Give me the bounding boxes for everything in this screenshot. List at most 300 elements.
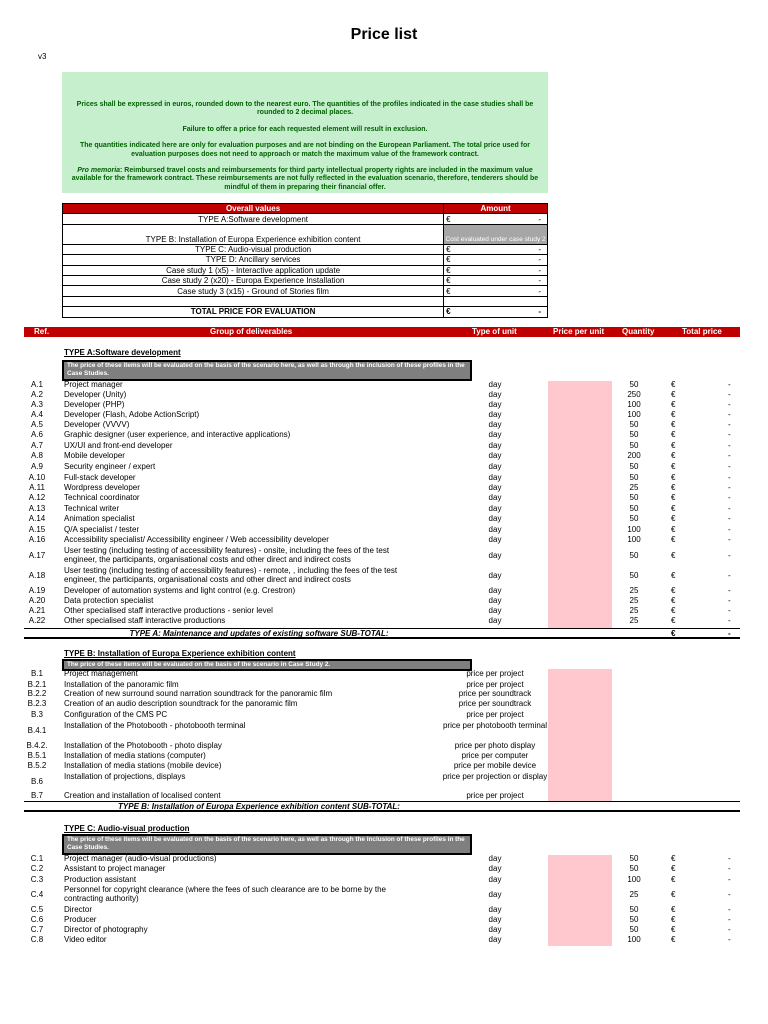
col-ref: Ref. bbox=[34, 327, 50, 336]
section-c-note: The price of these items will be evaluated on the basis of the scenario here, as well as through the inclusion of these profiles in the Case Studies. bbox=[62, 834, 472, 855]
row-unit: price per projection or display bbox=[442, 772, 548, 781]
row-ref: A.1 bbox=[30, 380, 43, 389]
row-unit: day bbox=[488, 535, 502, 544]
overall-values-table bbox=[62, 203, 548, 318]
row-quantity: 100 bbox=[627, 935, 641, 944]
table-row bbox=[0, 410, 768, 420]
row-unit: day bbox=[488, 935, 502, 944]
currency-symbol: € bbox=[671, 854, 676, 863]
row-quantity: 50 bbox=[629, 925, 639, 934]
row-description: Installation of media stations (mobile device) bbox=[64, 761, 222, 770]
row-ref: A.17 bbox=[28, 550, 46, 560]
row-unit: day bbox=[488, 596, 502, 605]
row-description: Q/A specialist / tester bbox=[64, 525, 140, 534]
row-quantity: 50 bbox=[629, 420, 639, 429]
row-total: - bbox=[728, 915, 731, 924]
table-row bbox=[0, 473, 768, 483]
table-row bbox=[0, 400, 768, 410]
row-quantity: 50 bbox=[629, 380, 639, 389]
row-unit: day bbox=[488, 430, 502, 439]
row-description: Installation of media stations (computer) bbox=[64, 751, 206, 760]
row-unit: day bbox=[488, 462, 502, 471]
table-row bbox=[0, 791, 768, 801]
row-quantity: 25 bbox=[629, 889, 639, 899]
notice-quantities: The quantities indicated here are only for evaluation purposes and are not binding on the European Parliament. The total price used for evaluation purposes does not need to approach or match the maximum value of the framework contract. bbox=[79, 142, 531, 158]
overview-header-amount: Amount bbox=[444, 204, 548, 214]
deliverables-header bbox=[24, 327, 740, 337]
table-row bbox=[0, 390, 768, 400]
row-unit: day bbox=[488, 905, 502, 914]
row-description: Installation of the Photobooth - photo display bbox=[64, 741, 222, 750]
overview-label bbox=[63, 296, 444, 306]
subtotal-label: TYPE B: Installation of Europa Experience exhibition content SUB-TOTAL: bbox=[118, 802, 400, 811]
row-ref: B.2.2 bbox=[27, 689, 47, 698]
row-unit: day bbox=[488, 504, 502, 513]
row-unit: price per project bbox=[466, 791, 524, 800]
row-description: Assistant to project manager bbox=[64, 864, 166, 873]
instructions-box bbox=[62, 72, 548, 193]
overview-label: Case study 2 (x20) - Europa Experience Installation bbox=[63, 275, 444, 285]
currency-symbol: € bbox=[446, 286, 451, 296]
currency-symbol: € bbox=[671, 889, 676, 899]
table-row bbox=[0, 854, 768, 864]
table-row bbox=[0, 875, 768, 885]
subtotal-label: TYPE A: Maintenance and updates of existing software SUB-TOTAL: bbox=[129, 629, 389, 638]
row-total: - bbox=[728, 875, 731, 884]
table-row bbox=[0, 430, 768, 440]
row-ref: A.21 bbox=[28, 606, 46, 615]
table-row bbox=[0, 535, 768, 545]
row-description: Creation and installation of localised content bbox=[64, 791, 221, 800]
currency-symbol: € bbox=[671, 570, 676, 580]
currency-symbol: € bbox=[671, 504, 676, 513]
row-quantity: 50 bbox=[629, 430, 639, 439]
table-row bbox=[0, 566, 768, 585]
overview-row bbox=[63, 275, 548, 285]
row-quantity: 25 bbox=[629, 616, 639, 625]
row-unit: day bbox=[488, 550, 502, 560]
table-row bbox=[0, 741, 768, 751]
currency-symbol: € bbox=[671, 441, 676, 450]
row-unit: day bbox=[488, 473, 502, 482]
currency-symbol: € bbox=[671, 925, 676, 934]
row-description: Developer (PHP) bbox=[64, 400, 125, 409]
row-ref: B.5.2 bbox=[27, 761, 47, 770]
table-row bbox=[0, 710, 768, 720]
row-description: Personnel for copyright clearance (where the fees of such clearance are to be borne by the contracting authority) bbox=[64, 885, 386, 903]
row-quantity: 100 bbox=[627, 410, 641, 419]
row-ref: A.15 bbox=[28, 525, 46, 534]
row-unit: price per computer bbox=[461, 751, 529, 760]
row-ref: B.4.1 bbox=[27, 726, 47, 735]
row-total: - bbox=[728, 596, 731, 605]
row-total: - bbox=[728, 570, 731, 580]
row-unit: price per project bbox=[466, 669, 524, 678]
currency-symbol: € bbox=[671, 380, 676, 389]
amount-value: - bbox=[538, 214, 541, 224]
currency-symbol: € bbox=[446, 276, 451, 286]
row-quantity: 50 bbox=[629, 550, 639, 560]
amount-value: - bbox=[538, 255, 541, 265]
row-description: Installation of projections, displays bbox=[64, 772, 186, 781]
currency-symbol: € bbox=[671, 451, 676, 460]
notice-rounding: Prices shall be expressed in euros, rounded down to the nearest euro. The quantities of the profiles indicated in the case studies shall be rounded to 2 decimal places. bbox=[76, 101, 534, 117]
row-description: Project manager bbox=[64, 380, 123, 389]
row-ref: A.14 bbox=[28, 514, 46, 523]
row-total: - bbox=[728, 410, 731, 419]
currency-symbol: € bbox=[671, 514, 676, 523]
row-quantity: 50 bbox=[629, 462, 639, 471]
section-b-title: TYPE B: Installation of Europa Experience exhibition content bbox=[64, 649, 296, 658]
table-row bbox=[0, 761, 768, 771]
row-ref: C.3 bbox=[30, 875, 44, 884]
row-description: Project management bbox=[64, 669, 138, 678]
row-total: - bbox=[728, 905, 731, 914]
row-ref: A.2 bbox=[30, 390, 43, 399]
row-quantity: 50 bbox=[629, 864, 639, 873]
row-description: Accessibility specialist/ Accessibility engineer / Web accessibility developer bbox=[64, 535, 329, 544]
row-total: - bbox=[728, 462, 731, 471]
table-row bbox=[0, 606, 768, 616]
row-ref: B.3 bbox=[30, 710, 43, 719]
table-row bbox=[0, 462, 768, 472]
row-description: Developer of automation systems and light control (e.g. Crestron) bbox=[64, 586, 296, 595]
currency-symbol: € bbox=[671, 606, 676, 615]
col-total: Total price bbox=[682, 327, 722, 336]
row-description: User testing (including testing of accessibility features) - remote, , including the fees of the test engineer, the participants, organisational costs and other direct and indirect costs bbox=[64, 566, 398, 584]
table-row bbox=[0, 864, 768, 874]
row-ref: C.2 bbox=[30, 864, 44, 873]
row-unit: day bbox=[488, 586, 502, 595]
row-total: - bbox=[728, 606, 731, 615]
row-unit: price per project bbox=[466, 680, 524, 689]
currency-symbol: € bbox=[671, 875, 676, 884]
row-ref: A.6 bbox=[30, 430, 43, 439]
row-ref: C.4 bbox=[30, 889, 44, 899]
row-total: - bbox=[728, 514, 731, 523]
row-description: Configuration of the CMS PC bbox=[64, 710, 168, 719]
table-row bbox=[0, 689, 768, 699]
currency-symbol: € bbox=[446, 244, 451, 254]
row-unit: price per mobile device bbox=[453, 761, 537, 770]
row-total: - bbox=[728, 586, 731, 595]
row-quantity: 50 bbox=[629, 915, 639, 924]
row-quantity: 250 bbox=[627, 390, 641, 399]
row-total: - bbox=[728, 504, 731, 513]
row-unit: day bbox=[488, 889, 502, 899]
currency-symbol: € bbox=[671, 420, 676, 429]
table-row bbox=[0, 525, 768, 535]
row-description: Production assistant bbox=[64, 875, 137, 884]
overview-label: Case study 3 (x15) - Ground of Stories film bbox=[63, 286, 444, 296]
notice-pro-memoria bbox=[66, 167, 544, 192]
table-row bbox=[0, 451, 768, 461]
row-ref: A.9 bbox=[30, 462, 43, 471]
overview-row bbox=[63, 244, 548, 254]
row-description: Director of photography bbox=[64, 925, 148, 934]
currency-symbol: € bbox=[671, 629, 676, 638]
amount-value: - bbox=[538, 276, 541, 286]
currency-symbol: € bbox=[671, 525, 676, 534]
row-description: Installation of the Photobooth - photobooth terminal bbox=[64, 721, 246, 730]
currency-symbol: € bbox=[671, 586, 676, 595]
row-description: Video editor bbox=[64, 935, 107, 944]
row-quantity: 100 bbox=[627, 535, 641, 544]
overview-header-label: Overall values bbox=[63, 204, 444, 214]
pro-memoria-label: Pro memoria bbox=[77, 167, 121, 175]
row-total: - bbox=[728, 430, 731, 439]
row-ref: A.7 bbox=[30, 441, 43, 450]
row-ref: A.13 bbox=[28, 504, 46, 513]
row-ref: A.4 bbox=[30, 410, 43, 419]
overview-row bbox=[63, 255, 548, 265]
currency-symbol: € bbox=[671, 550, 676, 560]
row-unit: day bbox=[488, 400, 502, 409]
currency-symbol: € bbox=[671, 915, 676, 924]
row-description: Creation of new surround sound narration soundtrack for the panoramic film bbox=[64, 689, 333, 698]
row-ref: C.1 bbox=[30, 854, 44, 863]
row-unit: day bbox=[488, 410, 502, 419]
table-row bbox=[0, 504, 768, 514]
row-unit: price per soundtrack bbox=[458, 689, 532, 698]
row-ref: A.8 bbox=[30, 451, 43, 460]
row-unit: day bbox=[488, 493, 502, 502]
row-total: - bbox=[728, 493, 731, 502]
row-ref: A.5 bbox=[30, 420, 43, 429]
row-total: - bbox=[728, 854, 731, 863]
subtotal-value: - bbox=[728, 629, 731, 638]
row-unit: day bbox=[488, 514, 502, 523]
table-row bbox=[0, 925, 768, 935]
row-quantity: 50 bbox=[629, 441, 639, 450]
row-quantity: 100 bbox=[627, 525, 641, 534]
table-row bbox=[0, 586, 768, 596]
case-study-note: Cost evaluated under case study 2 bbox=[444, 224, 548, 244]
overview-row bbox=[63, 286, 548, 296]
table-row bbox=[0, 420, 768, 430]
row-description: Installation of the panoramic film bbox=[64, 680, 179, 689]
currency-symbol: € bbox=[671, 905, 676, 914]
row-total: - bbox=[728, 935, 731, 944]
row-description: Data protection specialist bbox=[64, 596, 154, 605]
row-quantity: 100 bbox=[627, 875, 641, 884]
row-total: - bbox=[728, 420, 731, 429]
overview-header bbox=[63, 204, 548, 214]
row-description: User testing (including testing of accessibility features) - onsite, including the fees of the test engineer, the participants, organisational costs and other direct and indirect costs bbox=[64, 546, 390, 564]
total-label: TOTAL PRICE FOR EVALUATION bbox=[63, 307, 444, 317]
section-b-note: The price of these items will be evaluated on the basis of the scenario in Case Study 2. bbox=[62, 659, 472, 671]
row-total: - bbox=[728, 550, 731, 560]
table-row bbox=[0, 935, 768, 945]
row-unit: day bbox=[488, 380, 502, 389]
currency-symbol: € bbox=[446, 307, 451, 317]
row-ref: C.5 bbox=[30, 905, 44, 914]
currency-symbol: € bbox=[671, 493, 676, 502]
row-ref: A.12 bbox=[28, 493, 46, 502]
col-price: Price per unit bbox=[553, 327, 605, 336]
row-total: - bbox=[728, 451, 731, 460]
table-row bbox=[0, 596, 768, 606]
currency-symbol: € bbox=[671, 935, 676, 944]
row-ref: A.19 bbox=[28, 586, 46, 595]
row-unit: day bbox=[488, 441, 502, 450]
row-ref: A.10 bbox=[28, 473, 46, 482]
overview-total-row bbox=[63, 307, 548, 317]
row-ref: B.2.3 bbox=[27, 699, 47, 708]
row-ref: C.7 bbox=[30, 925, 44, 934]
currency-symbol: € bbox=[671, 400, 676, 409]
overview-label: TYPE A:Software development bbox=[63, 214, 444, 224]
currency-symbol: € bbox=[671, 616, 676, 625]
row-total: - bbox=[728, 616, 731, 625]
table-row bbox=[0, 380, 768, 390]
table-row bbox=[0, 915, 768, 925]
row-total: - bbox=[728, 390, 731, 399]
row-description: Mobile developer bbox=[64, 451, 125, 460]
row-unit: price per soundtrack bbox=[458, 699, 532, 708]
row-ref: A.20 bbox=[28, 596, 46, 605]
row-description: Developer (VVVV) bbox=[64, 420, 130, 429]
row-description: Project manager (audio-visual productions) bbox=[64, 854, 217, 863]
currency-symbol: € bbox=[671, 390, 676, 399]
currency-symbol: € bbox=[671, 483, 676, 492]
row-unit: day bbox=[488, 570, 502, 580]
table-row bbox=[0, 483, 768, 493]
row-description: Other specialised staff interactive productions bbox=[64, 616, 226, 625]
row-description: Technical coordinator bbox=[64, 493, 140, 502]
table-row bbox=[0, 493, 768, 503]
section-b-subtotal bbox=[24, 801, 740, 812]
row-unit: price per photobooth terminal bbox=[442, 721, 548, 730]
row-description: Producer bbox=[64, 915, 97, 924]
currency-symbol: € bbox=[671, 410, 676, 419]
row-ref: B.6 bbox=[30, 777, 43, 786]
row-total: - bbox=[728, 400, 731, 409]
overview-label: Case study 1 (x5) - Interactive application update bbox=[63, 265, 444, 275]
amount-value: - bbox=[538, 286, 541, 296]
row-description: Developer (Flash, Adobe ActionScript) bbox=[64, 410, 200, 419]
currency-symbol: € bbox=[671, 430, 676, 439]
row-ref: B.4.2. bbox=[26, 741, 48, 750]
row-quantity: 50 bbox=[629, 570, 639, 580]
row-total: - bbox=[728, 535, 731, 544]
row-description: Director bbox=[64, 905, 93, 914]
currency-symbol: € bbox=[446, 214, 451, 224]
row-description: Creation of an audio description soundtrack for the panoramic film bbox=[64, 699, 298, 708]
row-quantity: 25 bbox=[629, 596, 639, 605]
row-unit: day bbox=[488, 451, 502, 460]
total-value: - bbox=[538, 307, 541, 317]
row-unit: day bbox=[488, 854, 502, 863]
overview-label: TYPE D: Ancillary services bbox=[63, 255, 444, 265]
row-total: - bbox=[728, 525, 731, 534]
row-description: Developer (Unity) bbox=[64, 390, 127, 399]
row-ref: B.2.1 bbox=[27, 680, 47, 689]
row-ref: A.3 bbox=[30, 400, 43, 409]
row-quantity: 25 bbox=[629, 586, 639, 595]
overview-row bbox=[63, 214, 548, 224]
row-unit: day bbox=[488, 483, 502, 492]
row-unit: day bbox=[488, 525, 502, 534]
version-label: v3 bbox=[38, 52, 47, 61]
overview-label: TYPE B: Installation of Europa Experience exhibition content bbox=[63, 224, 444, 244]
row-total: - bbox=[728, 483, 731, 492]
row-unit: day bbox=[488, 606, 502, 615]
row-unit: day bbox=[488, 925, 502, 934]
currency-symbol: € bbox=[671, 864, 676, 873]
row-ref: B.1 bbox=[30, 669, 43, 678]
row-ref: C.8 bbox=[30, 935, 44, 944]
row-total: - bbox=[728, 925, 731, 934]
table-row bbox=[0, 699, 768, 709]
pro-memoria-text: : Reimbursed travel costs and reimbursements for third party intellectual property rights are included in the maximum value available for the framework contract. These reimbursements are not fully reflected in the evaluation scenario, therefore, tenderers should be mindful of them in preparing their financial offer. bbox=[71, 167, 539, 191]
row-description: Technical writer bbox=[64, 504, 120, 513]
row-quantity: 25 bbox=[629, 606, 639, 615]
row-total: - bbox=[728, 889, 731, 899]
row-description: UX/UI and front-end developer bbox=[64, 441, 173, 450]
row-quantity: 50 bbox=[629, 504, 639, 513]
row-description: Wordpress developer bbox=[64, 483, 140, 492]
table-row bbox=[0, 514, 768, 524]
overview-row bbox=[63, 224, 548, 244]
row-ref: C.6 bbox=[30, 915, 44, 924]
table-row bbox=[0, 772, 768, 792]
table-row bbox=[0, 905, 768, 915]
row-quantity: 50 bbox=[629, 473, 639, 482]
col-unit: Type of unit bbox=[472, 327, 517, 336]
row-unit: day bbox=[488, 616, 502, 625]
currency-symbol: € bbox=[446, 255, 451, 265]
row-ref: A.16 bbox=[28, 535, 46, 544]
row-quantity: 50 bbox=[629, 514, 639, 523]
row-quantity: 200 bbox=[627, 451, 641, 460]
row-description: Other specialised staff interactive productions - senior level bbox=[64, 606, 273, 615]
row-unit: price per project bbox=[466, 710, 524, 719]
table-row bbox=[0, 616, 768, 626]
row-unit: price per photo display bbox=[454, 741, 536, 750]
notice-exclusion: Failure to offer a price for each requested element will result in exclusion. bbox=[182, 125, 428, 133]
col-group: Group of deliverables bbox=[210, 327, 293, 336]
table-row bbox=[0, 669, 768, 679]
section-a-subtotal bbox=[24, 628, 740, 639]
row-quantity: 100 bbox=[627, 400, 641, 409]
row-ref: A.11 bbox=[29, 483, 45, 492]
currency-symbol: € bbox=[671, 596, 676, 605]
table-row bbox=[0, 885, 768, 904]
amount-value: - bbox=[538, 244, 541, 254]
overview-row bbox=[63, 265, 548, 275]
currency-symbol: € bbox=[446, 265, 451, 275]
table-row bbox=[0, 546, 768, 565]
section-c-title: TYPE C: Audio-visual production bbox=[64, 824, 190, 833]
row-description: Full-stack developer bbox=[64, 473, 136, 482]
section-a-title: TYPE A:Software development bbox=[64, 348, 181, 357]
row-quantity: 50 bbox=[629, 905, 639, 914]
row-total: - bbox=[728, 441, 731, 450]
row-unit: day bbox=[488, 420, 502, 429]
row-ref: B.5.1 bbox=[27, 751, 47, 760]
row-unit: day bbox=[488, 915, 502, 924]
row-total: - bbox=[728, 380, 731, 389]
col-qty: Quantity bbox=[622, 327, 655, 336]
page-title: Price list bbox=[350, 26, 418, 43]
overview-row-empty bbox=[63, 296, 548, 306]
row-total: - bbox=[728, 473, 731, 482]
row-description: Graphic designer (user experience, and interactive applications) bbox=[64, 430, 291, 439]
row-quantity: 50 bbox=[629, 854, 639, 863]
row-unit: day bbox=[488, 875, 502, 884]
row-ref: A.18 bbox=[28, 570, 46, 580]
